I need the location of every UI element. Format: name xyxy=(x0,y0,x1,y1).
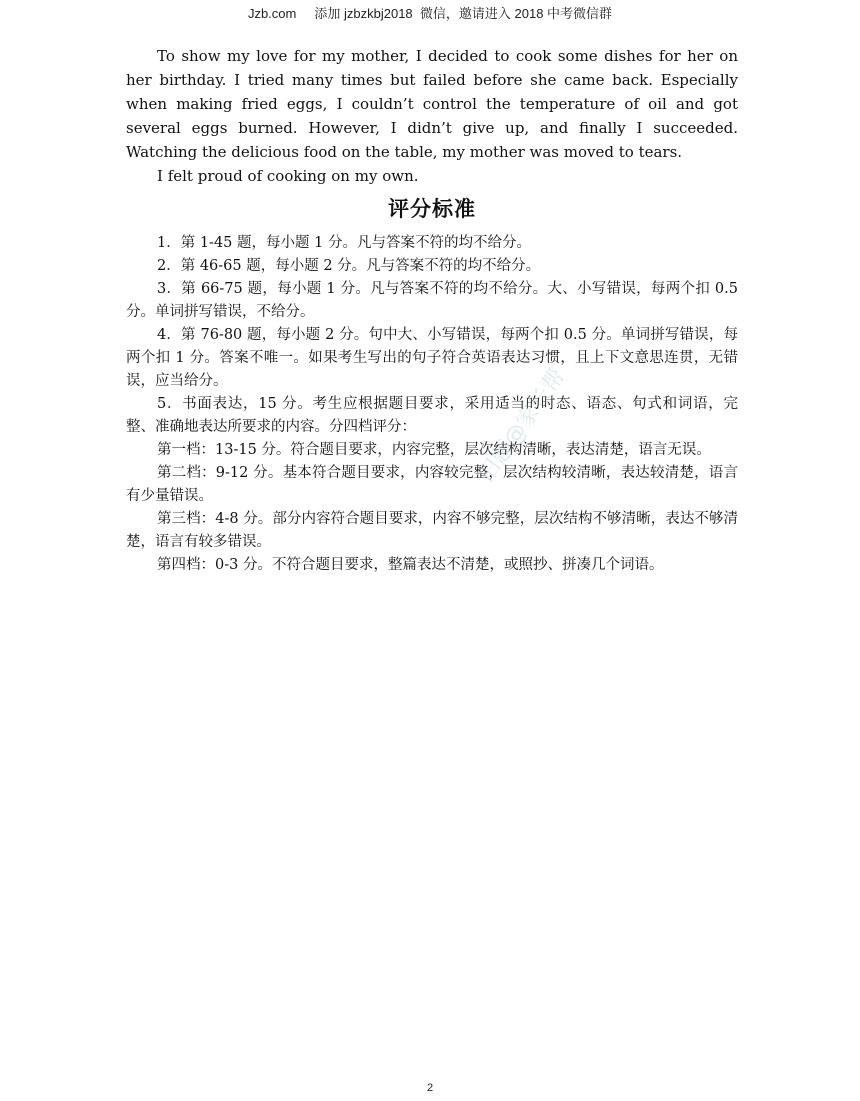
scoring-level: 第三档：4-8 分。部分内容符合题目要求，内容不够完整，层次结构不够清晰，表达不够清楚，语言有较多错误。 xyxy=(126,511,738,550)
document-body xyxy=(126,44,738,577)
scoring-level: 第四档：0-3 分。不符合题目要求，整篇表达不清楚，或照抄、拼凑几个词语。 xyxy=(157,557,664,573)
scoring-level: 第一档：13-15 分。符合题目要求，内容完整，层次结构清晰，表达清楚，语言无误。 xyxy=(157,442,711,458)
scoring-item: 5．书面表达，15 分。考生应根据题目要求，采用适当的时态、语态、句式和词语，完整、准确地表达所要求的内容。分四档评分： xyxy=(126,396,738,435)
page-number: 2 xyxy=(426,1082,434,1094)
scoring-item: 3．第 66-75 题，每小题 1 分。凡与答案不符的均不给分。大、小写错误，每两个扣 0.5 分。单词拼写错误，不给分。 xyxy=(126,281,738,320)
page-header: Jzb.com 添加 jzbzkbj2018 微信，邀请进入 2018 中考微信群 xyxy=(247,6,613,21)
scoring-item: 2．第 46-65 题，每小题 2 分。凡与答案不符的均不给分。 xyxy=(157,258,541,274)
watermark: 旧题@家长帮 xyxy=(474,364,571,488)
scoring-item: 4．第 76-80 题，每小题 2 分。句中大、小写错误，每两个扣 0.5 分。单词拼写错误，每两个扣 1 分。答案不唯一。如果考生写出的句子符合英语表达习惯，且上下文意思连贯，无错误，应当给分。 xyxy=(126,327,738,389)
essay-paragraph: I felt proud of cooking on my own. xyxy=(157,167,419,185)
scoring-level: 第二档：9-12 分。基本符合题目要求，内容较完整，层次结构较清晰，表达较清楚，语言有少量错误。 xyxy=(126,465,738,504)
scoring-title: 评分标准 xyxy=(388,197,476,221)
scoring-item: 1．第 1-45 题，每小题 1 分。凡与答案不符的均不给分。 xyxy=(157,235,531,251)
essay-paragraph: To show my love for my mother, I decided to cook some dishes for her on her birthday. I tried many times but failed before she came back. Especially when making fried eggs, I couldn’t control the temperature of oil and got several eggs burned. However, I didn’t give up, and finally I succeeded. Watching the delicious food on the table, my mother was moved to tears. xyxy=(126,47,738,161)
